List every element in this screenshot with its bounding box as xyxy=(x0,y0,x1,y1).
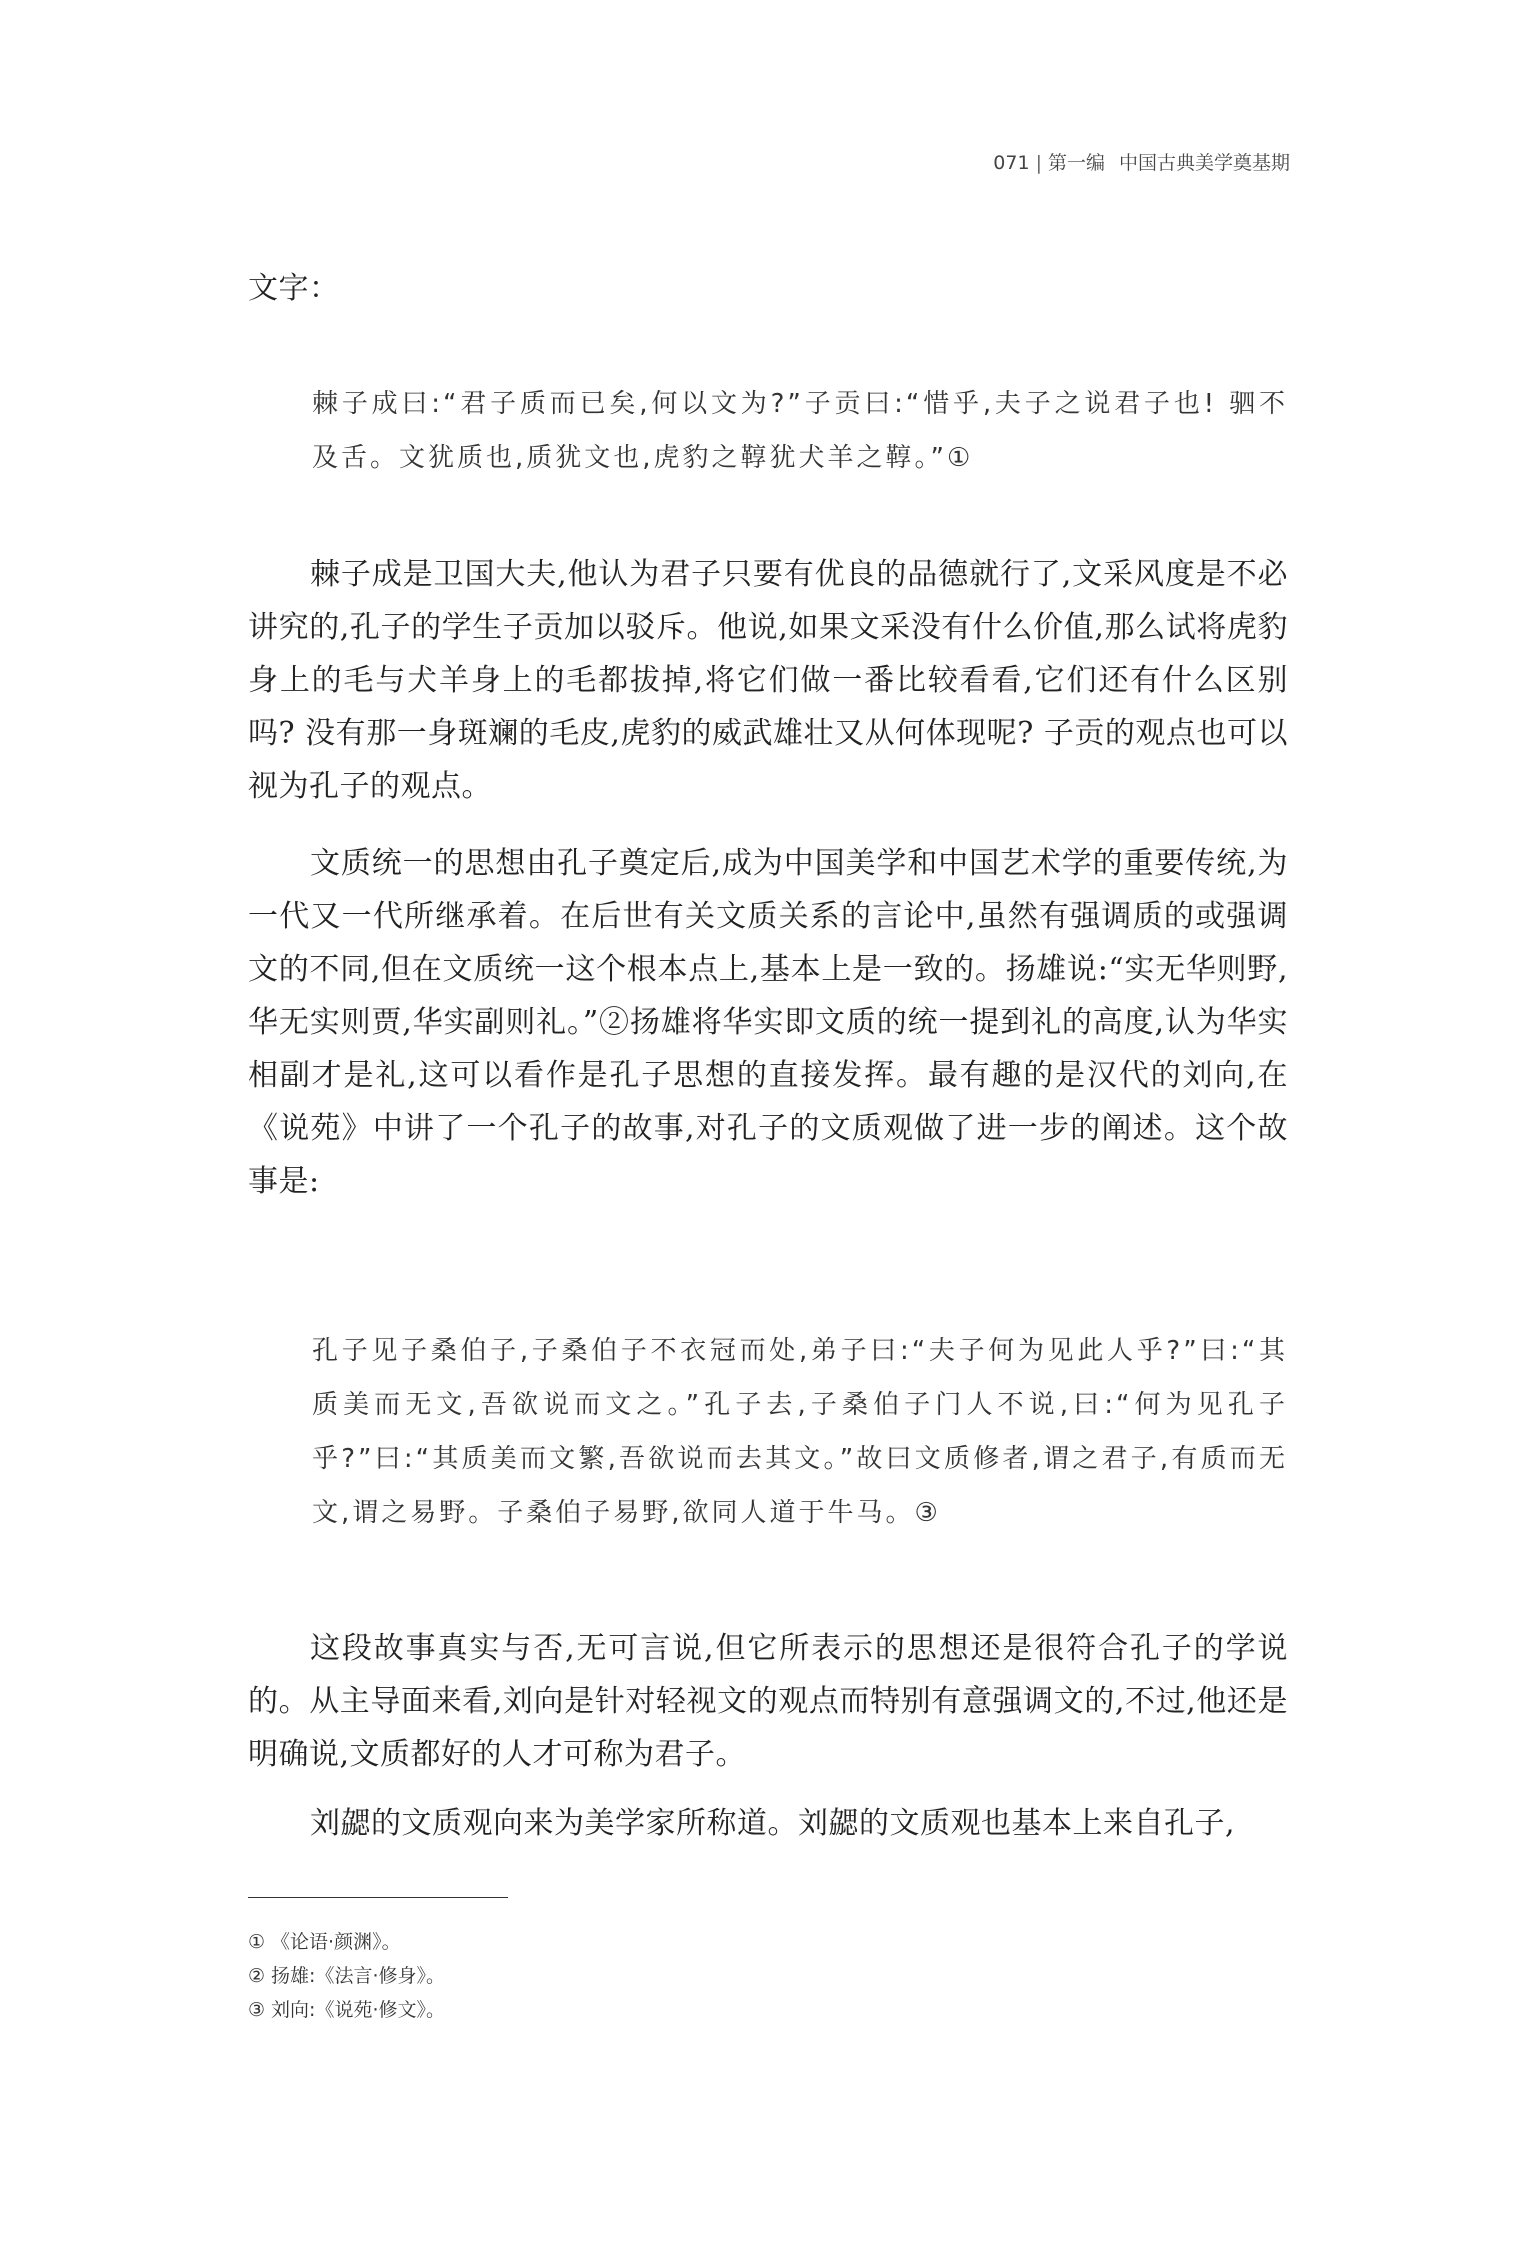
footnote-mark: ③ xyxy=(248,1999,266,2021)
block-quote-2: 孔子见子桑伯子,子桑伯子不衣冠而处,弟子曰:“夫子何为见此人乎?”曰:“其质美而无文,吾欲说而文之。”孔子去,子桑伯子门人不说,曰:“何为见孔子乎?”曰:“其质美而文繁,吾欲说而去其文。”故曰文质修者,谓之君子,有质而无文,谓之易野。子桑伯子易野,欲同人道于牛马。③ xyxy=(312,1336,1288,1528)
footnote-3 xyxy=(248,1993,1148,2027)
footnote-text: 《论语·颜渊》。 xyxy=(271,1931,401,1953)
paragraph-4: 刘勰的文质观向来为美学家所称道。刘勰的文质观也基本上来自孔子, xyxy=(310,1806,1236,1841)
footnote-mark: ① xyxy=(248,1931,266,1953)
footnote-mark: ② xyxy=(248,1965,266,1987)
header-separator: | xyxy=(1035,152,1042,174)
paragraph-intro: 文字： xyxy=(248,271,340,306)
paragraph-1: 棘子成是卫国大夫,他认为君子只要有优良的品德就行了,文采风度是不必讲究的,孔子的学生子贡加以驳斥。他说,如果文采没有什么价值,那么试将虎豹身上的毛与犬羊身上的毛都拔掉,将它们做一番比较看看,它们还有什么区别吗? 没有那一身斑斓的毛皮,虎豹的威武雄壮又从何体现呢? 子贡的观点也可以视为孔子的观点。 xyxy=(248,557,1288,804)
footnotes xyxy=(248,1925,1148,2027)
running-header xyxy=(860,148,1290,175)
block-quote-1: 棘子成曰:“君子质而已矣,何以文为?”子贡曰:“惜乎,夫子之说君子也! 驷不及舌。文犹质也,质犹文也,虎豹之鞟犹犬羊之鞟。”① xyxy=(312,389,1288,473)
part-label: 第一编 xyxy=(1047,152,1105,174)
footnote-text: 扬雄:《法言·修身》。 xyxy=(271,1965,445,1987)
paragraph-3: 这段故事真实与否,无可言说,但它所表示的思想还是很符合孔子的学说的。从主导面来看,刘向是针对轻视文的观点而特别有意强调文的,不过,他还是明确说,文质都好的人才可称为君子。 xyxy=(248,1631,1288,1772)
paragraph-2: 文质统一的思想由孔子奠定后,成为中国美学和中国艺术学的重要传统,为一代又一代所继承着。在后世有关文质关系的言论中,虽然有强调质的或强调文的不同,但在文质统一这个根本点上,基本上是一致的。扬雄说:“实无华则野,华无实则贾,华实副则礼。”②扬雄将华实即文质的统一提到礼的高度,认为华实相副才是礼,这可以看作是孔子思想的直接发挥。最有趣的是汉代的刘向,在《说苑》中讲了一个孔子的故事,对孔子的文质观做了进一步的阐述。这个故事是: xyxy=(248,846,1288,1199)
footnote-divider xyxy=(248,1897,508,1898)
chapter-title: 中国古典美学奠基期 xyxy=(1118,152,1290,174)
footnote-text: 刘向:《说苑·修文》。 xyxy=(271,1999,445,2021)
footnote-1 xyxy=(248,1925,1148,1959)
footnote-2 xyxy=(248,1959,1148,1993)
page-number: 071 xyxy=(993,152,1030,174)
